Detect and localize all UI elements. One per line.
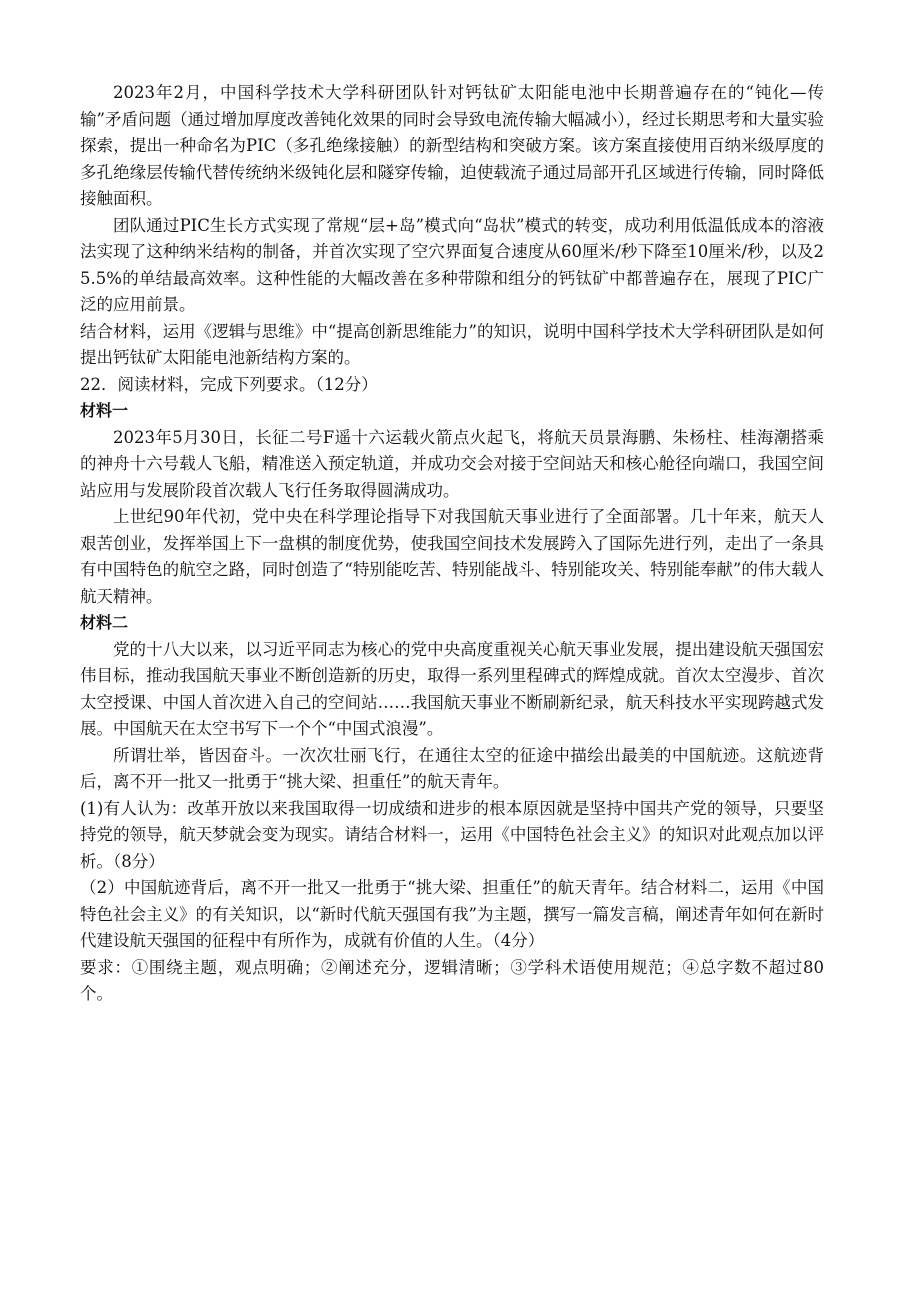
q21-material-paragraph-1: 2023年2月，中国科学技术大学科研团队针对钙钛矿太阳能电池中长期普遍存在的“钝化—传输”矛盾问题（通过增加厚度改善钝化效果的同时会导致电流传输大幅减小），经过长期思考和大量实验探索，提出一种命名为PIC（多孔绝缘接触）的新型结构和突破方案。该方案直接使用百纳米级厚度的多孔绝缘层传输代替传统纳米级钝化层和隧穿传输，迫使载流子通过局部开孔区域进行传输，同时降低接触面积。 [80,83,824,208]
material-one-paragraph-1: 2023年5月30日，长征二号F遥十六运载火箭点火起飞，将航天员景海鹏、朱杨柱、桂海潮搭乘的神舟十六号载人飞船，精准送入预定轨道，并成功交会对接于空间站天和核心舱径向端口，我国空间站应用与发展阶段首次载人飞行任务取得圆满成功。 [80,427,824,500]
q21-question: 结合材料，运用《逻辑与思维》中“提高创新思维能力”的知识，说明中国科学技术大学科研团队是如何提出钙钛矿太阳能电池新结构方案的。 [80,321,824,367]
q22-title: 22．阅读材料，完成下列要求。（12分） [80,374,378,394]
material-two-paragraph-1: 党的十八大以来，以习近平同志为核心的党中央高度重视关心航天事业发展，提出建设航天强国宏伟目标，推动我国航天事业不断创造新的历史，取得一系列里程碑式的辉煌成就。首次太空漫步、首次太空授课、中国人首次进入自己的空间站……我国航天事业不断刷新纪录，航天科技水平实现跨越式发展。中国航天在太空书写下一个个“中国式浪漫”。 [80,639,824,738]
q21-material-paragraph-2: 团队通过PIC生长方式实现了常规“层+岛”模式向“岛状”模式的转变，成功利用低温低成本的溶液法实现了这种纳米结构的制备，并首次实现了空穴界面复合速度从60厘米/秒下降至10厘米/秒，以及25.5%的单结最高效率。这种性能的大幅改善在多种带隙和组分的钙钛矿中都普遍存在，展现了PIC广泛的应用前景。 [80,215,824,314]
material-two-heading: 材料二 [80,613,129,632]
q22-requirements: 要求：①围绕主题，观点明确；②阐述充分，逻辑清晰；③学科术语使用规范；④总字数不超过80个。 [80,957,824,1003]
q22-subquestion-2: （2）中国航迹背后，离不开一批又一批勇于“挑大梁、担重任”的航天青年。结合材料二，运用《中国特色社会主义》的有关知识，以“新时代航天强国有我”为主题，撰写一篇发言稿，阐述青年如何在新时代建设航天强国的征程中有所作为，成就有价值的人生。（4分） [80,878,824,950]
material-one-paragraph-2: 上世纪90年代初，党中央在科学理论指导下对我国航天事业进行了全面部署。几十年来，航天人艰苦创业，发挥举国上下一盘棋的制度优势，使我国空间技术发展跨入了国际先进行列，走出了一条具有中国特色的航空之路，同时创造了“特别能吃苦、特别能战斗、特别能攻关、特别能奉献”的伟大载人航天精神。 [80,507,824,606]
document-page [80,80,824,1008]
q22-subquestion-1: (1)有人认为：改革开放以来我国取得一切成绩和进步的根本原因就是坚持中国共产党的领导，只要坚持党的领导，航天梦就会变为现实。请结合材料一，运用《中国特色社会主义》的知识对此观点加以评析。（8分） [80,798,824,871]
material-one-heading: 材料一 [80,401,129,420]
material-two-paragraph-2: 所谓壮举，皆因奋斗。一次次壮丽飞行，在通往太空的征途中描绘出最美的中国航迹。这航迹背后，离不开一批又一批勇于“挑大梁、担重任”的航天青年。 [80,745,824,791]
